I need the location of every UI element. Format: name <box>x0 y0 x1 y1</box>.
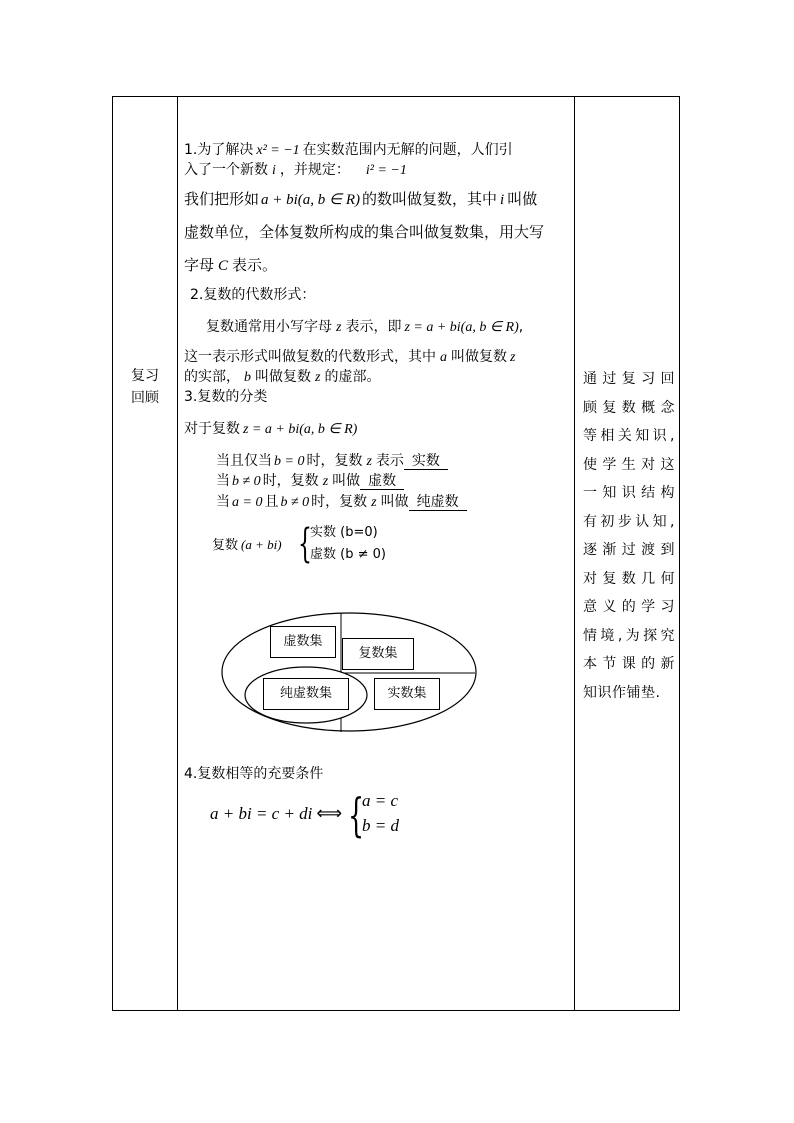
math-i2-eq: i² = −1 <box>365 163 407 178</box>
equality-imag-part: b = d <box>362 816 399 835</box>
complex-set-box: 复数集 <box>342 638 414 670</box>
def-line-3: 字母 C 表示。 <box>184 256 278 274</box>
imaginary-set-box: 虚数集 <box>270 626 336 658</box>
equality-real-part: a = c <box>362 791 399 810</box>
side-note: 通过复习回 顾复数概念 等相关知识, 使学生对这 一知识结构 有初步认知, 逐渐过渡到 对复数几何 意义的学习 情境,为探究 本节课的新 知识作铺垫. <box>583 371 675 701</box>
equality-brace: { <box>348 788 365 842</box>
answer-pure-imaginary: 纯虚数 <box>409 494 467 511</box>
answer-real: 实数 <box>404 453 448 470</box>
section-4-heading: 4.复数相等的充要条件 <box>184 766 324 782</box>
row-label: 复习 回顾 <box>131 368 159 406</box>
s3-intro: 对于复数 z = a + bi(a, b ∈ R) <box>184 421 358 437</box>
s2-line-1: 复数通常用小写字母 z 表示，即 z = a + bi(a, b ∈ R), <box>206 319 524 335</box>
equality-lhs: a + bi = c + di ⟺ <box>210 803 343 823</box>
def-line-2: 虚数单位，全体复数所构成的集合叫做复数集，用大写 <box>184 223 545 241</box>
classification-left: 复数 (a + bi) <box>212 537 282 553</box>
classification-imaginary: 虚数 (b ≠ 0) <box>310 547 386 562</box>
classification-brace: { <box>298 521 312 567</box>
s3-case-3: 当 a = 0 且 b ≠ 0 时，复数 z 叫做 纯虚数 <box>216 492 467 513</box>
s3-case-1: 当且仅当 b = 0 时，复数 z 表示 实数 <box>216 451 448 472</box>
column-divider <box>177 97 178 1010</box>
math-complex-form: a + bi(a, b ∈ R) <box>261 192 361 208</box>
section-3-heading: 3.复数的分类 <box>184 389 268 405</box>
def-line-1: 我们把形如 a + bi(a, b ∈ R) 的数叫做复数，其中 i 叫做 <box>184 190 538 208</box>
pure-imaginary-set-box: 纯虚数集 <box>263 678 349 710</box>
answer-imaginary: 虚数 <box>360 473 404 490</box>
math-x2-eq: x² = −1 <box>256 143 300 158</box>
intro-line-1: 1.为了解决 x² = −1 在实数范围内无解的问题，人们引 <box>184 142 513 158</box>
classification-real: 实数 (b=0) <box>310 525 378 540</box>
real-set-box: 实数集 <box>374 678 440 710</box>
intro-line-2: 入了一个新数 i ，并规定： i² = −1 <box>184 162 407 178</box>
set-venn-diagram <box>220 610 480 734</box>
s3-case-2: 当 b ≠ 0 时，复数 z 叫做 虚数 <box>216 471 404 492</box>
section-2-heading: 2.复数的代数形式： <box>190 287 316 303</box>
s2-line-2: 这一表示形式叫做复数的代数形式，其中 a 叫做复数 z <box>184 349 516 365</box>
s2-line-3: 的实部， b 叫做复数 z 的虚部。 <box>184 369 381 385</box>
iff-arrow: ⟺ <box>316 803 343 823</box>
